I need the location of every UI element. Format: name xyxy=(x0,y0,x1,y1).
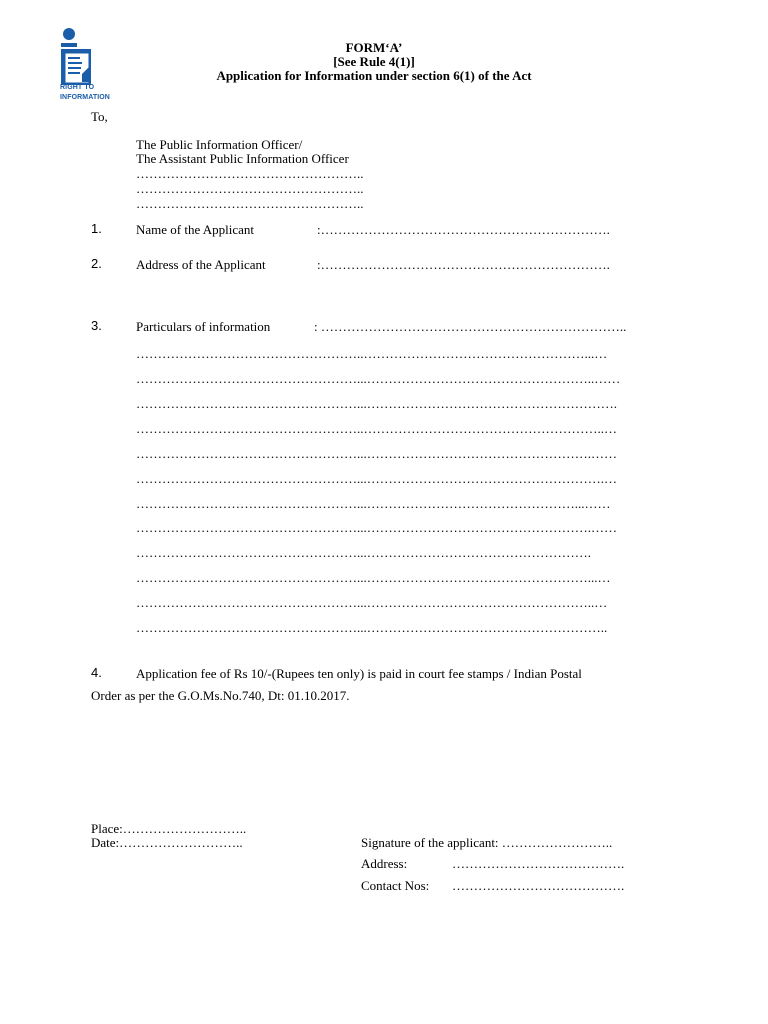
to-label: To, xyxy=(91,109,108,124)
logo-text-line1: RIGHT TO xyxy=(60,84,95,91)
particulars-line[interactable]: ……………………………………………...……………………………………………. xyxy=(136,545,591,560)
particulars-line[interactable]: ……………………………………………...…………………………………………...…… xyxy=(136,496,611,511)
addressee-dots-2[interactable]: …………………………………………….. xyxy=(136,181,364,196)
addressee-line1: The Public Information Officer/ xyxy=(136,137,303,152)
particulars-line[interactable]: ……………………………………………...……………………………………………..… xyxy=(136,595,608,610)
item1-label: Name of the Applicant xyxy=(136,222,255,237)
item1-number: 1. xyxy=(91,221,102,236)
item2-number: 2. xyxy=(91,256,102,271)
particulars-line[interactable]: ……………………………………………...…………………………………………………. xyxy=(136,396,617,411)
item3-label: Particulars of information xyxy=(136,319,271,334)
form-subtitle: Application for Information under section 6(1) of the Act xyxy=(216,68,532,83)
footer-address-field[interactable]: …………………………………. xyxy=(452,856,625,871)
contact-label: Contact Nos: xyxy=(361,878,430,893)
form-rule: [See Rule 4(1)] xyxy=(333,54,415,69)
item4-line1: Application fee of Rs 10/-(Rupees ten only) is paid in court fee stamps / Indian Postal xyxy=(136,666,582,681)
addressee-dots-1[interactable]: …………………………………………….. xyxy=(136,166,364,181)
applicant-address-field[interactable]: :…………………………………………………………. xyxy=(317,257,610,272)
particulars-line[interactable]: ……………………………………………...……………………………………………….… xyxy=(136,471,617,486)
item3-number: 3. xyxy=(91,318,102,333)
logo-text-line2: INFORMATION xyxy=(60,94,110,101)
particulars-line[interactable]: ……………………………………………..………………………………………………..… xyxy=(136,421,617,436)
contact-field[interactable]: …………………………………. xyxy=(452,878,625,893)
particulars-line[interactable]: ……………………………………………...……………………………………………..…… xyxy=(136,371,621,386)
applicant-name-field[interactable]: :…………………………………………………………. xyxy=(317,222,610,237)
item2-label: Address of the Applicant xyxy=(136,257,266,272)
particulars-first-line[interactable]: : …………………………………………………………….. xyxy=(314,319,627,334)
date-field[interactable]: Date:……………………….. xyxy=(91,835,243,850)
place-field[interactable]: Place:……………………….. xyxy=(91,821,247,836)
addressee-line2: The Assistant Public Information Officer xyxy=(136,151,349,166)
signature-field[interactable]: Signature of the applicant: …………………….. xyxy=(361,835,613,850)
addressee-dots-3[interactable]: …………………………………………….. xyxy=(136,196,364,211)
footer-address-label: Address: xyxy=(361,856,408,871)
item4-number: 4. xyxy=(91,665,102,680)
particulars-line[interactable]: ……………………………………………...……………………………………………….. xyxy=(136,620,608,635)
particulars-line[interactable]: ……………………………………………...…………………………………………….…… xyxy=(136,520,617,535)
form-title: FORM‘A’ xyxy=(345,40,403,55)
particulars-line[interactable]: ……………………………………………...……………………………………………...… xyxy=(136,570,611,585)
particulars-line[interactable]: ……………………………………………..……………………………………………...… xyxy=(136,346,608,361)
particulars-line[interactable]: ……………………………………………...…………………………………………….…… xyxy=(136,446,617,461)
item4-line2: Order as per the G.O.Ms.No.740, Dt: 01.10.2017. xyxy=(91,688,350,703)
